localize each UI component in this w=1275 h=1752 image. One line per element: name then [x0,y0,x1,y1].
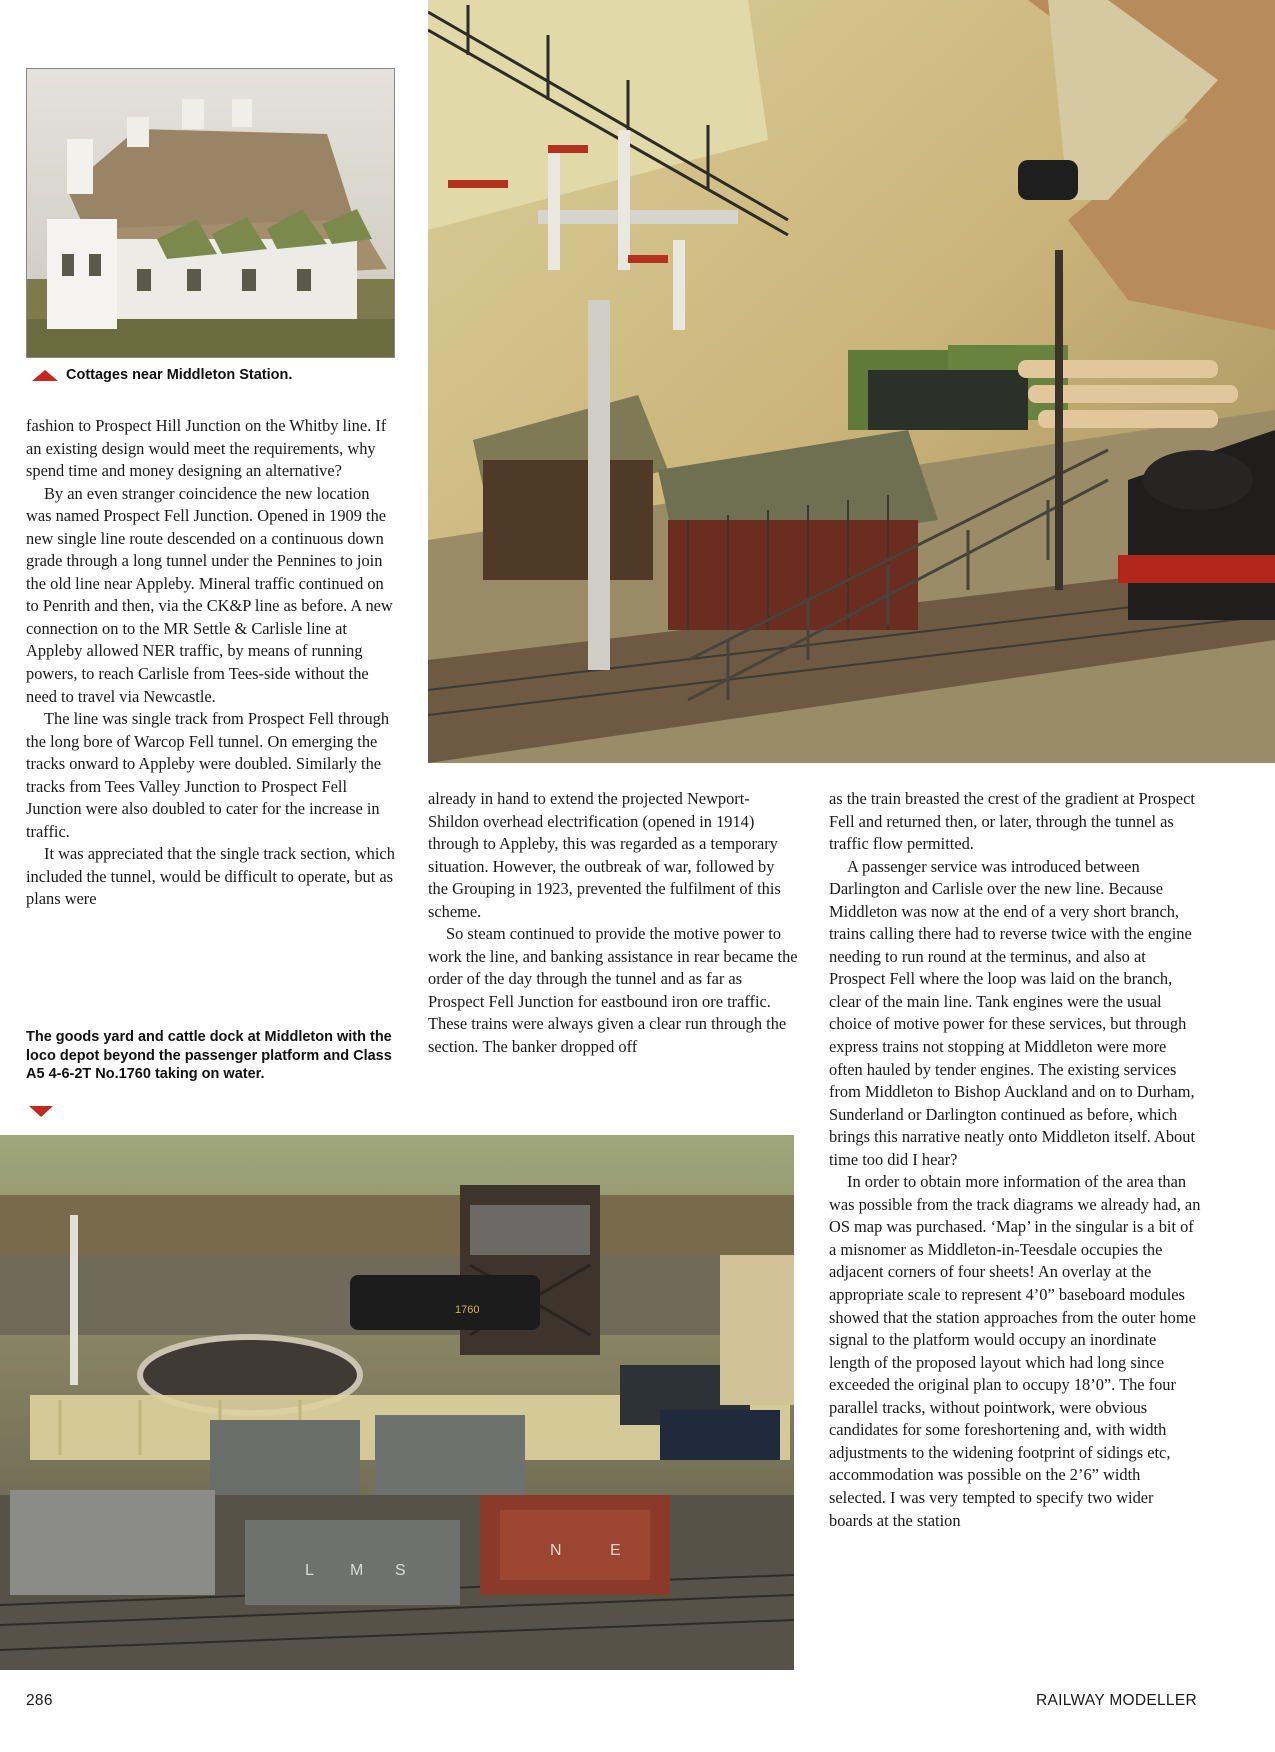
goods-yard-photo [0,1135,794,1670]
paragraph: So steam continued to provide the motive power to work the line, and banking assistance in rear became the order of the day through the tunnel and as far as Prospect Fell Junction for eastbound iron ore traffic. These trains were always given a clear run through the section. The banker dropped off [428,924,798,1057]
signal-gantry-photo [428,0,1275,763]
paragraph: as the train breasted the crest of the gradient at Prospect Fell and returned then, or later, through the tunnel as traffic flow permitted. [829,789,1195,854]
article-column-3 [829,788,1201,1532]
paragraph: A passenger service was introduced between Darlington and Carlisle over the new line. Because Middleton was now at the end of a very short branch, trains calling there had to reverse twice with the engine needing to run round at the terminus, and also at Prospect Fell where the loop was laid on the branch, clear of the main line. Tank engines were the usual choice of motive power for these services, but through express trains not stopping at Middleton were more often hauled by tender engines. The existing services from Middleton to Bishop Auckland and on to Durham, Sunderland or Darlington continued as before, which brings this narrative neatly onto Middleton itself. About time too did I hear? [829,856,1196,1169]
goods-yard-caption: The goods yard and cattle dock at Middleton with the loco depot beyond the passenger platform and Class A5 4-6-2T No.1760 taking on water. [26,1029,392,1082]
paragraph: fashion to Prospect Hill Junction on the Whitby line. If an existing design would meet the requirements, why spend time and money designing an alternative? [26,416,387,481]
wagon-lettering-n: N [550,1542,562,1559]
paragraph: In order to obtain more information of the area than was possible from the track diagrams we already had, an OS map was purchased. ‘Map’ in the singular is a bit of a misnomer as Middleton-in-Teesdale occupies the adjacent corners of four sheets! An overlay at the appropriate scale to represent 4’0” baseboard modules showed that the station approaches from the outer home signal to the platform would occupy an inordinate length of the proposed layout which had long since exceeded the original plan to occupy 18’0”. The four parallel tracks, without pointwork, were obvious candidates for some foreshortening and, with width adjustments to the widening footprint of sidings etc, accommodation was possible on the 2’6” width selected. I was very tempted to specify two wider boards at the station [829,1172,1201,1530]
wagon-lettering-s: S [395,1562,406,1579]
wagon-lettering-l: L [305,1562,314,1579]
article-column-2 [428,788,798,1059]
paragraph: The line was single track from Prospect Fell through the long bore of Warcop Fell tunnel. On emerging the tracks onward to Appleby were doubled. Similarly the tracks from Tees Valley Junction to Prospect Fell Junction were also doubled to cater for the increase in traffic. [26,709,390,841]
wagon-lettering-m: M [350,1562,364,1579]
paragraph: By an even stranger coincidence the new location was named Prospect Fell Junction. Opened in 1909 the new single line route descended on a continuous down grade through a long tunnel under the Pennines to join the old line near Appleby. Mineral traffic continued on to Penrith and then, via the CK&P line as before. A new connection on to the MR Settle & Carlisle line at Appleby allowed NER traffic, by means of running powers, to reach Carlisle from Tees-side without the need to travel via Newcastle. [26,483,393,706]
wagon-lettering-e: E [610,1542,621,1559]
page-number: 286 [26,1692,53,1709]
article-column-1 [26,415,398,911]
paragraph: It was appreciated that the single track section, which included the tunnel, would be difficult to operate, but as plans were [26,844,395,909]
paragraph: already in hand to extend the projected Newport-Shildon overhead electrification (opened in 1914) through to Appleby, this was regarded as a temporary situation. However, the outbreak of war, followed by the Grouping in 1923, prevented the fulfilment of this scheme. [428,789,781,921]
magazine-title: RAILWAY MODELLER [1036,1692,1197,1709]
loco-number-label: 1760 [455,1304,480,1316]
caption-pointer-up-icon [32,370,58,381]
cottages-photo [26,68,395,358]
caption-pointer-down-icon [29,1106,53,1117]
cottages-caption: Cottages near Middleton Station. [32,366,392,385]
